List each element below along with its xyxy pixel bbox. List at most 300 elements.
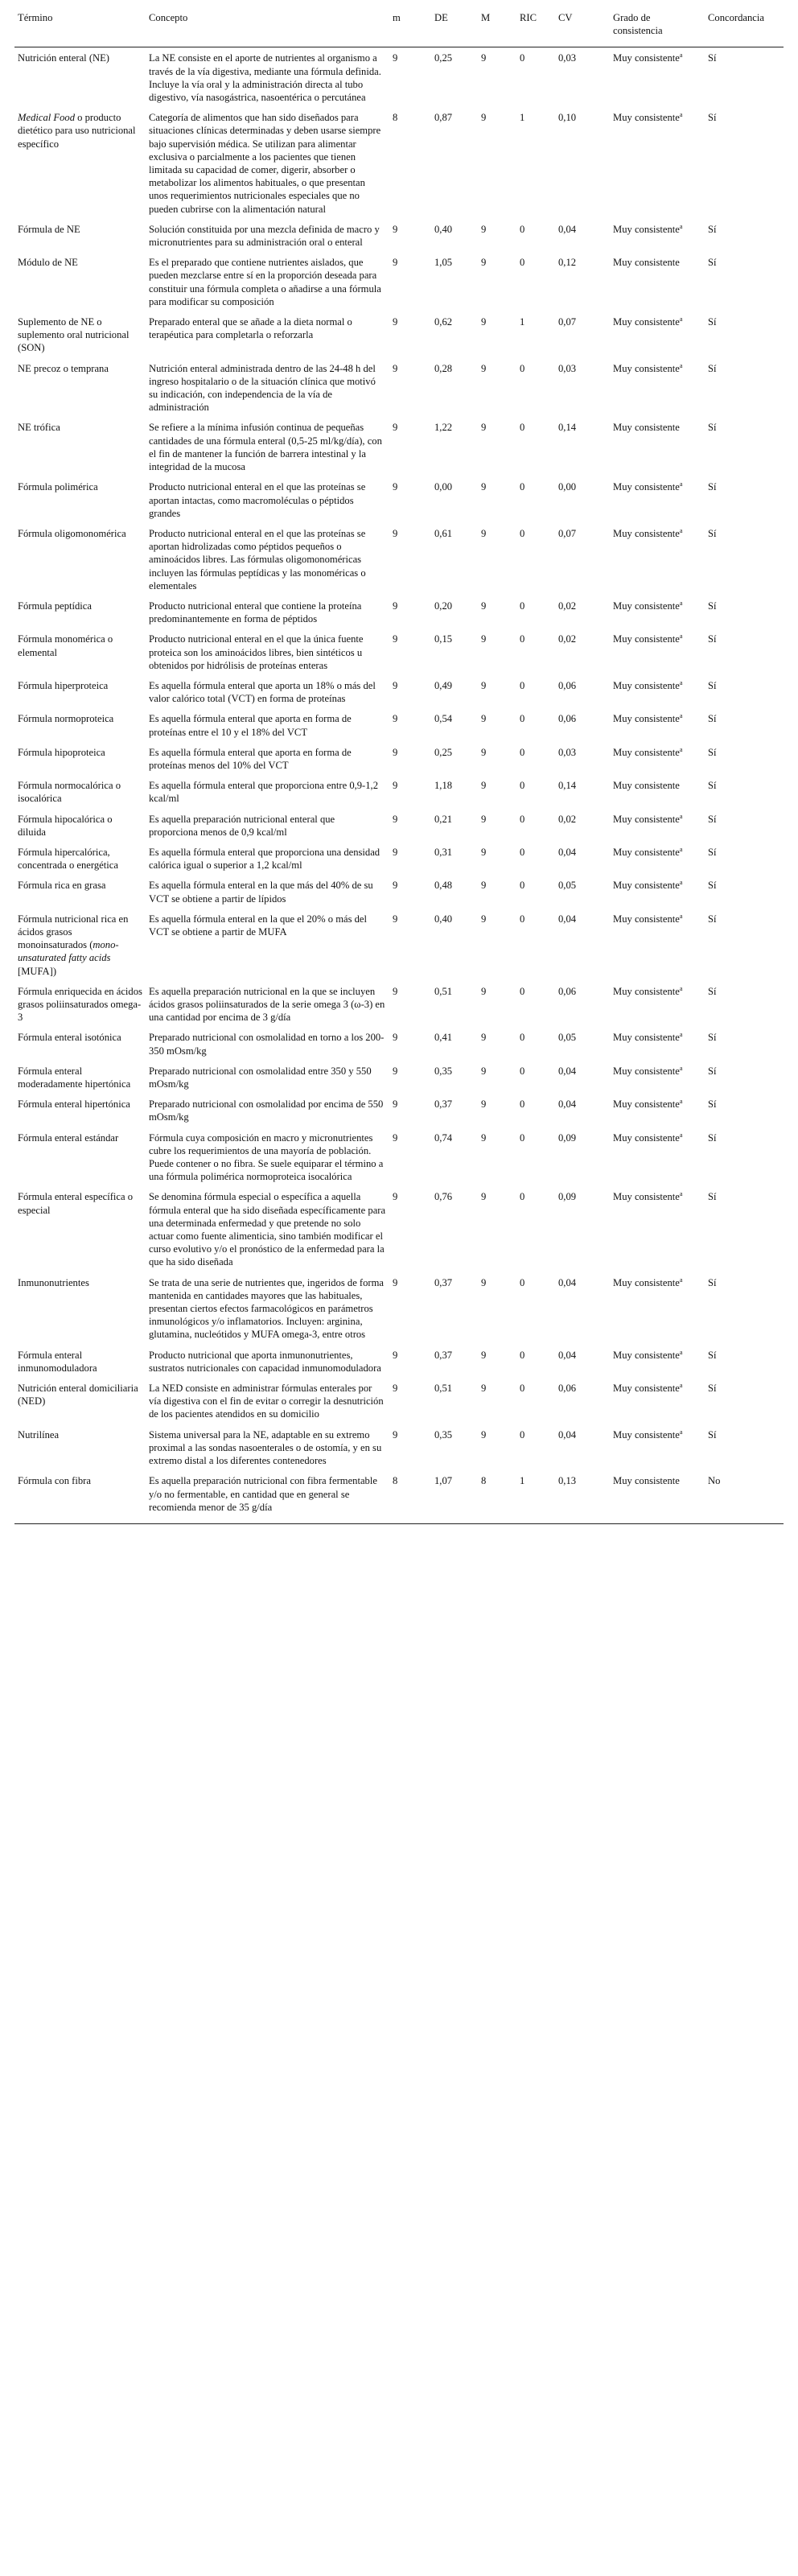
table-row xyxy=(14,523,784,596)
cell-median: 9 xyxy=(481,1032,487,1044)
cell-agreement: Sí xyxy=(708,422,717,434)
footnote-mark: a xyxy=(679,52,683,60)
cell-m: 9 xyxy=(393,316,398,328)
cell-grade xyxy=(610,358,705,418)
cell-term: Fórmula enteral estándar xyxy=(18,1131,119,1144)
cell-agreement: Sí xyxy=(708,1428,717,1440)
cell-agreement: Sí xyxy=(708,362,717,374)
footnote-mark: a xyxy=(679,1276,683,1284)
cell-concept: La NE consiste en el aporte de nutrientes al organismo a través de la vía digestiva, mediante una fórmula definida. Incluye la vía oral y la administración directa al tubo digestivo, vía nasogástrica, nasoentérica o percutánea xyxy=(149,52,381,104)
grade-text: Muy consistente xyxy=(613,679,680,691)
cell-cv: 0,03 xyxy=(558,362,577,374)
cell-cv: 0,02 xyxy=(558,600,577,612)
cell-term: Fórmula enteral inmunomoduladora xyxy=(18,1349,97,1374)
cell-m: 9 xyxy=(393,679,398,691)
cell-grade xyxy=(610,1094,705,1127)
cell-ric: 0 xyxy=(520,257,525,269)
cell-m: 9 xyxy=(393,1428,398,1440)
cell-grade xyxy=(610,219,705,252)
cell-m: 9 xyxy=(393,1098,398,1111)
cell-ric: 0 xyxy=(520,223,525,235)
cell-median: 9 xyxy=(481,527,487,539)
cell-de: 0,37 xyxy=(434,1276,453,1288)
cell-grade xyxy=(610,1186,705,1272)
table-row xyxy=(14,909,784,981)
cell-cv: 0,05 xyxy=(558,880,577,892)
cell-de: 0,28 xyxy=(434,362,453,374)
cell-cv: 0,02 xyxy=(558,633,577,645)
cell-ric: 0 xyxy=(520,1276,525,1288)
cell-ric: 0 xyxy=(520,1349,525,1361)
cell-concept: Nutrición enteral administrada dentro de las 24-48 h del ingreso hospitalario o de la situación clínica que motivó su indicación, con independencia de la vía de administración xyxy=(149,362,376,414)
cell-concept: Producto nutricional enteral en el que las proteínas se aportan intactas, como macromoléculas o péptidos grandes xyxy=(149,481,366,519)
cell-median: 9 xyxy=(481,316,487,328)
cell-cv: 0,14 xyxy=(558,780,577,792)
cell-ric: 1 xyxy=(520,316,525,328)
footnote-mark: a xyxy=(679,879,683,887)
cell-ric: 0 xyxy=(520,679,525,691)
cell-term: Nutrición enteral (NE) xyxy=(18,52,109,64)
cell-term: Fórmula hiperproteica xyxy=(18,679,109,691)
grade-text: Muy consistente xyxy=(613,1131,680,1144)
cell-de: 0,61 xyxy=(434,527,453,539)
cell-term: NE precoz o temprana xyxy=(18,362,109,374)
cell-term: Módulo de NE xyxy=(18,257,78,269)
cell-grade xyxy=(610,596,705,629)
cell-grade xyxy=(610,675,705,708)
cell-median: 9 xyxy=(481,985,487,997)
cell-de: 0,51 xyxy=(434,985,453,997)
cell-de: 0,35 xyxy=(434,1065,453,1077)
grade-text: Muy consistente xyxy=(613,1032,680,1044)
cell-m: 9 xyxy=(393,422,398,434)
cell-cv: 0,04 xyxy=(558,223,577,235)
footnote-mark: a xyxy=(679,599,683,607)
grade-text: Muy consistente xyxy=(613,1065,680,1077)
table-row xyxy=(14,842,784,875)
term-text: Fórmula nutricional rica en ácidos grasos monoinsaturados ( xyxy=(18,913,129,951)
cell-median: 9 xyxy=(481,1383,487,1395)
cell-ric: 1 xyxy=(520,112,525,124)
cell-concept: Categoría de alimentos que han sido diseñados para situaciones clínicas determinadas y deben usarse siempre bajo supervisión médica. Se utilizan para alimentar exclusiva o parcialmente a los pacientes que tienen limitada su capacidad de comer, digerir, absorber o metabolizar los alimentos habituales, o que presentan unos requerimientos nutricionales especiales que no pueden cubrirse con la alimentación natural xyxy=(149,112,381,215)
cell-agreement: Sí xyxy=(708,52,717,64)
cell-cv: 0,06 xyxy=(558,1383,577,1395)
grade-text: Muy consistente xyxy=(613,780,680,792)
grade-text: Muy consistente xyxy=(613,713,680,725)
cell-cv: 0,07 xyxy=(558,527,577,539)
cell-concept: Es aquella preparación nutricional enteral que proporciona menos de 0,9 kcal/ml xyxy=(149,813,335,838)
cell-median: 9 xyxy=(481,1191,487,1203)
table-row xyxy=(14,629,784,675)
footnote-mark: a xyxy=(679,526,683,534)
table-row xyxy=(14,675,784,708)
cell-ric: 0 xyxy=(520,1383,525,1395)
term-italic: mono-unsaturated fatty acids xyxy=(18,939,119,964)
cell-term: Fórmula enriquecida en ácidos grasos poliinsaturados omega-3 xyxy=(18,985,142,1024)
footnote-mark: a xyxy=(679,984,683,992)
cell-term: Fórmula monomérica o elemental xyxy=(18,633,113,658)
cell-m: 9 xyxy=(393,1349,398,1361)
cell-cv: 0,03 xyxy=(558,52,577,64)
grade-text: Muy consistente xyxy=(613,1475,680,1487)
cell-m: 9 xyxy=(393,481,398,493)
cell-term: Fórmula enteral moderadamente hipertónica xyxy=(18,1065,131,1090)
cell-cv: 0,09 xyxy=(558,1131,577,1144)
cell-de: 0,21 xyxy=(434,813,453,825)
cell-median: 9 xyxy=(481,112,487,124)
cell-ric: 0 xyxy=(520,985,525,997)
cell-median: 9 xyxy=(481,913,487,925)
cell-grade xyxy=(610,875,705,908)
cell-m: 9 xyxy=(393,362,398,374)
cell-agreement: Sí xyxy=(708,780,717,792)
header-cv: CV xyxy=(555,0,610,47)
cell-concept: Es aquella preparación nutricional en la que se incluyen ácidos grasos poliinsaturados de la serie omega 3 (ω-3) en una cantidad por encima de 3 g/día xyxy=(149,985,385,1024)
cell-median: 9 xyxy=(481,1276,487,1288)
cell-term: Fórmula enteral hipertónica xyxy=(18,1098,130,1111)
cell-cv: 0,10 xyxy=(558,112,577,124)
cell-cv: 0,04 xyxy=(558,846,577,858)
cell-ric: 0 xyxy=(520,746,525,758)
cell-concept: Es aquella fórmula enteral que proporciona entre 0,9-1,2 kcal/ml xyxy=(149,780,378,805)
cell-de: 0,87 xyxy=(434,112,453,124)
footnote-mark: a xyxy=(679,712,683,720)
cell-agreement: Sí xyxy=(708,1349,717,1361)
cell-concept: Es aquella fórmula enteral que aporta en forma de proteínas entre el 10 y el 18% del VCT xyxy=(149,713,352,738)
cell-m: 9 xyxy=(393,913,398,925)
grade-text: Muy consistente xyxy=(613,1428,680,1440)
cell-m: 9 xyxy=(393,1131,398,1144)
table-row xyxy=(14,358,784,418)
cell-de: 0,15 xyxy=(434,633,453,645)
cell-ric: 0 xyxy=(520,362,525,374)
table-row xyxy=(14,1378,784,1424)
table-row xyxy=(14,417,784,476)
footnote-mark: a xyxy=(679,1190,683,1198)
cell-de: 1,22 xyxy=(434,422,453,434)
cell-median: 9 xyxy=(481,362,487,374)
cell-agreement: Sí xyxy=(708,985,717,997)
table-row xyxy=(14,1272,784,1345)
cell-grade xyxy=(610,909,705,981)
cell-m: 9 xyxy=(393,880,398,892)
cell-concept: Producto nutricional enteral que contiene la proteína predominantemente en forma de péptidos xyxy=(149,600,362,625)
cell-median: 9 xyxy=(481,1131,487,1144)
cell-term: Fórmula rica en grasa xyxy=(18,880,106,892)
table-row xyxy=(14,742,784,775)
cell-grade xyxy=(610,1061,705,1094)
footnote-mark: a xyxy=(679,912,683,920)
footnote-mark: a xyxy=(679,633,683,641)
cell-cv: 0,06 xyxy=(558,679,577,691)
cell-de: 0,40 xyxy=(434,223,453,235)
table-row xyxy=(14,1470,784,1523)
grade-text: Muy consistente xyxy=(613,880,680,892)
cell-median: 9 xyxy=(481,52,487,64)
cell-concept: Producto nutricional que aporta inmunonutrientes, sustratos nutricionales con capacidad inmunomoduladora xyxy=(149,1349,381,1374)
cell-agreement: Sí xyxy=(708,880,717,892)
cell-grade xyxy=(610,629,705,675)
table-row xyxy=(14,809,784,842)
header-ric: RIC xyxy=(516,0,555,47)
cell-cv: 0,04 xyxy=(558,1065,577,1077)
cell-concept: Se trata de una serie de nutrientes que, ingeridos de forma mantenida en cantidades mayores que las habituales, presentan ciertos efectos farmacológicos en parámetros inmunológicos y/o inflamatorios. Incluyen: arginina, glutamina, nucleótidos y MUFA omega-3, entre otros xyxy=(149,1276,384,1341)
cell-m: 9 xyxy=(393,1383,398,1395)
cell-m: 9 xyxy=(393,780,398,792)
cell-cv: 0,06 xyxy=(558,985,577,997)
cell-term: Fórmula oligomonomérica xyxy=(18,527,126,539)
cell-term: Fórmula enteral isotónica xyxy=(18,1032,121,1044)
cell-de: 0,41 xyxy=(434,1032,453,1044)
cell-de: 0,49 xyxy=(434,679,453,691)
cell-grade xyxy=(610,1345,705,1378)
cell-de: 0,48 xyxy=(434,880,453,892)
table-row xyxy=(14,981,784,1028)
grade-text: Muy consistente xyxy=(613,481,680,493)
cell-agreement: Sí xyxy=(708,316,717,328)
cell-cv: 0,04 xyxy=(558,1349,577,1361)
cell-m: 9 xyxy=(393,223,398,235)
cell-median: 9 xyxy=(481,1349,487,1361)
header-agreement: Concordancia xyxy=(705,0,784,47)
cell-ric: 0 xyxy=(520,1428,525,1440)
grade-text: Muy consistente xyxy=(613,813,680,825)
table-row xyxy=(14,219,784,252)
cell-de: 1,05 xyxy=(434,257,453,269)
cell-m: 9 xyxy=(393,813,398,825)
cell-grade xyxy=(610,1470,705,1523)
cell-cv: 0,06 xyxy=(558,713,577,725)
cell-de: 0,62 xyxy=(434,316,453,328)
cell-median: 9 xyxy=(481,880,487,892)
cell-m: 9 xyxy=(393,527,398,539)
table-row xyxy=(14,252,784,311)
cell-de: 0,20 xyxy=(434,600,453,612)
cell-grade xyxy=(610,708,705,741)
cell-median: 9 xyxy=(481,713,487,725)
cell-concept: Es el preparado que contiene nutrientes aislados, que pueden mezclarse entre sí en la proporción deseada para constituir una fórmula completa o añadirse a una fórmula para modificar su composición xyxy=(149,257,381,307)
cell-m: 9 xyxy=(393,1065,398,1077)
footnote-mark: a xyxy=(679,222,683,230)
cell-agreement: Sí xyxy=(708,527,717,539)
cell-m: 8 xyxy=(389,1470,431,1523)
cell-agreement: Sí xyxy=(708,1098,717,1111)
cell-de: 0,54 xyxy=(434,713,453,725)
cell-concept: Se refiere a la mínima infusión continua de pequeñas cantidades de una fórmula enteral (0,5-25 ml/kg/día), con el fin de mantener la función de barrera intestinal y la integridad de la mucosa xyxy=(149,422,382,473)
cell-ric: 0 xyxy=(520,52,525,64)
cell-median: 9 xyxy=(481,746,487,758)
cell-de: 0,51 xyxy=(434,1383,453,1395)
cell-median: 9 xyxy=(481,1065,487,1077)
cell-agreement: Sí xyxy=(708,713,717,725)
term-text: [MUFA]) xyxy=(18,965,57,977)
cell-de: 0,25 xyxy=(434,746,453,758)
table-row xyxy=(14,476,784,523)
table-row xyxy=(14,1345,784,1378)
cell-concept: Fórmula cuya composición en macro y micronutrientes cubre los requerimientos de una mayoría de población. Puede contener o no fibra. Se suele equiparar el término a una fórmula polimérica normoproteica isocalórica xyxy=(149,1131,384,1183)
cell-term: Fórmula hipoproteica xyxy=(18,746,105,758)
table-row xyxy=(14,107,784,219)
cell-grade xyxy=(610,1424,705,1471)
cell-cv: 0,00 xyxy=(558,481,577,493)
header-row xyxy=(14,0,784,47)
cell-grade xyxy=(610,1127,705,1187)
cell-term: Nutrición enteral domiciliaria (NED) xyxy=(18,1383,138,1408)
cell-concept: Preparado enteral que se añade a la dieta normal o terapéutica para completarla o reforzarla xyxy=(149,316,352,341)
cell-concept: Producto nutricional enteral en el que la única fuente proteica son los aminoácidos libres, bien sintéticos u obtenidos por hidrólisis de proteínas enteras xyxy=(149,633,364,671)
cell-concept: Producto nutricional enteral en el que las proteínas se aportan hidrolizadas como péptidos pequeños o aminoácidos libres. Las fórmulas oligomonoméricas incluyen las fórmulas peptídicas y las monoméricas o elementales xyxy=(149,527,366,591)
footnote-mark: a xyxy=(679,315,683,323)
cell-m: 9 xyxy=(393,257,398,269)
cell-grade xyxy=(610,523,705,596)
footnote-mark: a xyxy=(679,1381,683,1389)
cell-term: Fórmula enteral específica o especial xyxy=(18,1191,134,1216)
header-m: m xyxy=(389,0,431,47)
cell-grade xyxy=(610,1378,705,1424)
cell-concept: Preparado nutricional con osmolalidad entre 350 y 550 mOsm/kg xyxy=(149,1065,372,1090)
cell-ric: 0 xyxy=(520,880,525,892)
cell-median: 9 xyxy=(481,633,487,645)
cell-agreement: Sí xyxy=(708,112,717,124)
cell-concept: Sistema universal para la NE, adaptable en su extremo proximal a las sondas nasoenterales o de ostomía, y en su extremo distal a los diferentes contenedores xyxy=(149,1428,382,1467)
cell-m: 9 xyxy=(393,846,398,858)
footnote-mark: a xyxy=(679,1064,683,1072)
cell-agreement: Sí xyxy=(708,1032,717,1044)
cell-ric: 1 xyxy=(516,1470,555,1523)
grade-text: Muy consistente xyxy=(613,422,680,434)
cell-agreement: Sí xyxy=(708,1191,717,1203)
cell-grade xyxy=(610,809,705,842)
cell-ric: 0 xyxy=(520,813,525,825)
cell-m: 9 xyxy=(393,1276,398,1288)
cell-cv: 0,04 xyxy=(558,913,577,925)
cell-concept: Es aquella preparación nutricional con fibra fermentable y/o no fermentable, en cantidad que en general se recomienda menor de 35 g/día xyxy=(146,1470,389,1523)
footnote-mark: a xyxy=(679,678,683,686)
table-body xyxy=(14,47,784,1524)
grade-text: Muy consistente xyxy=(613,913,680,925)
grade-text: Muy consistente xyxy=(613,52,680,64)
cell-term: Fórmula con fibra xyxy=(14,1470,146,1523)
cell-median: 9 xyxy=(481,1428,487,1440)
table-row xyxy=(14,775,784,808)
cell-m: 9 xyxy=(393,1032,398,1044)
cell-ric: 0 xyxy=(520,481,525,493)
cell-concept: Solución constituida por una mezcla definida de macro y micronutrientes para su administración oral o enteral xyxy=(149,223,380,249)
cell-median: 9 xyxy=(481,813,487,825)
footnote-mark: a xyxy=(679,745,683,753)
cell-ric: 0 xyxy=(520,600,525,612)
cell-cv: 0,05 xyxy=(558,1032,577,1044)
footnote-mark: a xyxy=(679,845,683,853)
cell-agreement: Sí xyxy=(708,1065,717,1077)
cell-agreement: Sí xyxy=(708,1131,717,1144)
cell-agreement: Sí xyxy=(708,813,717,825)
cell-m: 8 xyxy=(393,112,398,124)
header-grade: Grado de consistencia xyxy=(610,0,705,47)
grade-text: Muy consistente xyxy=(613,846,680,858)
cell-grade xyxy=(610,47,705,107)
cell-de: 0,37 xyxy=(434,1349,453,1361)
footnote-mark: a xyxy=(679,1098,683,1106)
cell-agreement: Sí xyxy=(708,1383,717,1395)
grade-text: Muy consistente xyxy=(613,316,680,328)
cell-cv: 0,02 xyxy=(558,813,577,825)
footnote-mark: a xyxy=(679,480,683,488)
cell-grade xyxy=(610,1272,705,1345)
table-row xyxy=(14,1127,784,1187)
footnote-mark: a xyxy=(679,1131,683,1139)
cell-ric: 0 xyxy=(520,1191,525,1203)
cell-median: 9 xyxy=(481,846,487,858)
cell-concept: Preparado nutricional con osmolalidad por encima de 550 mOsm/kg xyxy=(149,1098,384,1123)
cell-agreement: Sí xyxy=(708,257,717,269)
cell-term: Fórmula hipercalórica, concentrada o energética xyxy=(18,846,118,872)
term-italic: Medical Food xyxy=(18,112,75,124)
cell-de: 0,76 xyxy=(434,1191,453,1203)
table-row xyxy=(14,708,784,741)
header-median: M xyxy=(478,0,516,47)
footnote-mark: a xyxy=(679,812,683,820)
cell-grade xyxy=(610,981,705,1028)
grade-text: Muy consistente xyxy=(613,527,680,539)
cell-cv: 0,03 xyxy=(558,746,577,758)
cell-median: 9 xyxy=(481,223,487,235)
cell-term: Fórmula polimérica xyxy=(18,481,98,493)
table-row xyxy=(14,1027,784,1060)
cell-term: NE trófica xyxy=(18,422,60,434)
footnote-mark: a xyxy=(679,1031,683,1039)
table-row xyxy=(14,1094,784,1127)
cell-m: 9 xyxy=(393,985,398,997)
cell-term: Inmunonutrientes xyxy=(18,1276,89,1288)
cell-agreement: Sí xyxy=(708,746,717,758)
cell-agreement: Sí xyxy=(708,633,717,645)
grade-text: Muy consistente xyxy=(613,746,680,758)
grade-text: Muy consistente xyxy=(613,633,680,645)
grade-text: Muy consistente xyxy=(613,1349,680,1361)
cell-ric: 0 xyxy=(520,846,525,858)
grade-text: Muy consistente xyxy=(613,257,680,269)
cell-grade xyxy=(610,775,705,808)
footnote-mark: a xyxy=(679,1348,683,1356)
cell-concept: Preparado nutricional con osmolalidad en torno a los 200-350 mOsm/kg xyxy=(149,1032,385,1057)
cell-cv: 0,09 xyxy=(558,1191,577,1203)
cell-ric: 0 xyxy=(520,913,525,925)
cell-m: 9 xyxy=(393,1191,398,1203)
cell-de: 0,40 xyxy=(434,913,453,925)
cell-grade xyxy=(610,842,705,875)
cell-agreement: Sí xyxy=(708,481,717,493)
cell-median: 9 xyxy=(481,422,487,434)
cell-m: 9 xyxy=(393,633,398,645)
cell-m: 9 xyxy=(393,713,398,725)
cell-agreement: No xyxy=(705,1470,784,1523)
cell-ric: 0 xyxy=(520,1032,525,1044)
cell-de: 0,31 xyxy=(434,846,453,858)
cell-agreement: Sí xyxy=(708,846,717,858)
cell-cv: 0,04 xyxy=(558,1276,577,1288)
cell-concept: Es aquella fórmula enteral que aporta en forma de proteínas menos del 10% del VCT xyxy=(149,746,352,771)
cell-term: Fórmula normocalórica o isocalórica xyxy=(18,780,121,805)
cell-cv: 0,07 xyxy=(558,316,577,328)
cell-median: 8 xyxy=(478,1470,516,1523)
cell-grade xyxy=(610,742,705,775)
header-concept: Concepto xyxy=(146,0,389,47)
cell-agreement: Sí xyxy=(708,913,717,925)
table-row xyxy=(14,1186,784,1272)
cell-de: 0,74 xyxy=(434,1131,453,1144)
cell-cv: 0,04 xyxy=(558,1098,577,1111)
